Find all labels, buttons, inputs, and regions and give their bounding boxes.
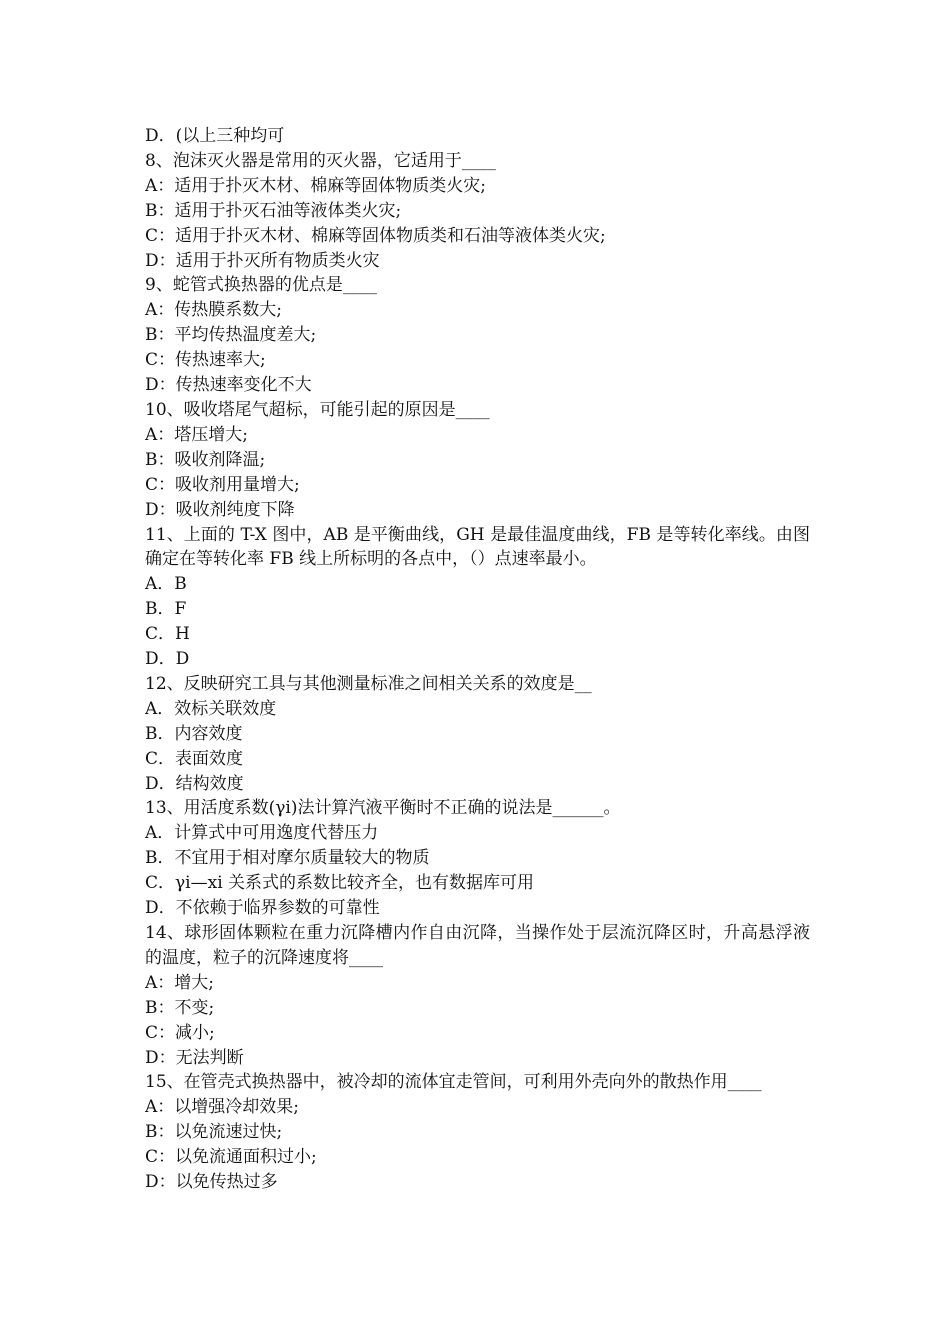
answer-option: B．不宜用于相对摩尔质量较大的物质: [145, 848, 430, 869]
document-body: [145, 124, 810, 1195]
answer-option: D：传热速率变化不大: [145, 375, 312, 396]
question-13: 13、用活度系数(γi)法计算汽液平衡时不正确的说法是______。: [145, 798, 621, 819]
answer-option: D．D: [145, 649, 190, 670]
question-12: 12、反映研究工具与其他测量标准之间相关关系的效度是__: [145, 673, 592, 694]
answer-option: D：吸收剂纯度下降: [145, 499, 295, 520]
answer-option: D．不依赖于临界参数的可靠性: [145, 898, 380, 919]
question-10: 10、吸收塔尾气超标，可能引起的原因是____: [145, 399, 490, 420]
answer-option: C．γi—xi 关系式的系数比较齐全，也有数据库可用: [145, 873, 535, 894]
answer-option: C．表面效度: [145, 748, 244, 769]
answer-option: A：传热膜系数大;: [145, 300, 283, 321]
answer-option: B：平均传热温度差大;: [145, 325, 317, 346]
answer-option: B．内容效度: [145, 723, 243, 744]
answer-option: D．(以上三种均可: [145, 126, 285, 146]
answer-option: C：减小;: [145, 1022, 215, 1043]
question-11: 11、上面的 T-X 图中，AB 是平衡曲线，GH 是最佳温度曲线，FB 是等转化率线。由图确定在等转化率 FB 线上所标明的各点中，（）点速率最小。: [145, 524, 810, 570]
answer-option: C：传热速率大;: [145, 350, 266, 371]
answer-option: B：吸收剂降温;: [145, 449, 266, 470]
answer-option: A．效标关联效度: [145, 698, 277, 719]
answer-option: A．B: [145, 574, 187, 595]
answer-option: C：以免流通面积过小;: [145, 1147, 317, 1168]
answer-option: A：增大;: [145, 972, 215, 993]
answer-option: A：塔压增大;: [145, 424, 249, 445]
question-8: 8、泡沫灭火器是常用的灭火器，它适用于____: [145, 150, 496, 171]
answer-option: D：以免传热过多: [145, 1172, 278, 1193]
question-14: 14、球形固体颗粒在重力沉降槽内作自由沉降，当操作处于层流沉降区时，升高悬浮液的温度，粒子的沉降速度将____: [145, 923, 810, 968]
answer-option: B：以免流速过快;: [145, 1122, 283, 1143]
answer-option: C．H: [145, 624, 190, 645]
answer-option: A．计算式中可用逸度代替压力: [145, 823, 379, 844]
question-9: 9、蛇管式换热器的优点是____: [145, 275, 377, 296]
answer-option: D：无法判断: [145, 1047, 244, 1068]
answer-option: D．结构效度: [145, 773, 244, 794]
answer-option: A：适用于扑灭木材、棉麻等固体物质类火灾;: [145, 175, 487, 196]
answer-option: B．F: [145, 599, 187, 620]
answer-option: C：适用于扑灭木材、棉麻等固体物质类和石油等液体类火灾;: [145, 225, 606, 246]
answer-option: B：不变;: [145, 997, 215, 1018]
question-15: 15、在管壳式换热器中，被冷却的流体宜走管间，可利用外壳向外的散热作用____: [145, 1072, 762, 1093]
answer-option: B：适用于扑灭石油等液体类火灾;: [145, 200, 402, 221]
answer-option: A：以增强冷却效果;: [145, 1097, 300, 1118]
answer-option: D：适用于扑灭所有物质类火灾: [145, 250, 380, 271]
answer-option: C：吸收剂用量增大;: [145, 474, 300, 495]
